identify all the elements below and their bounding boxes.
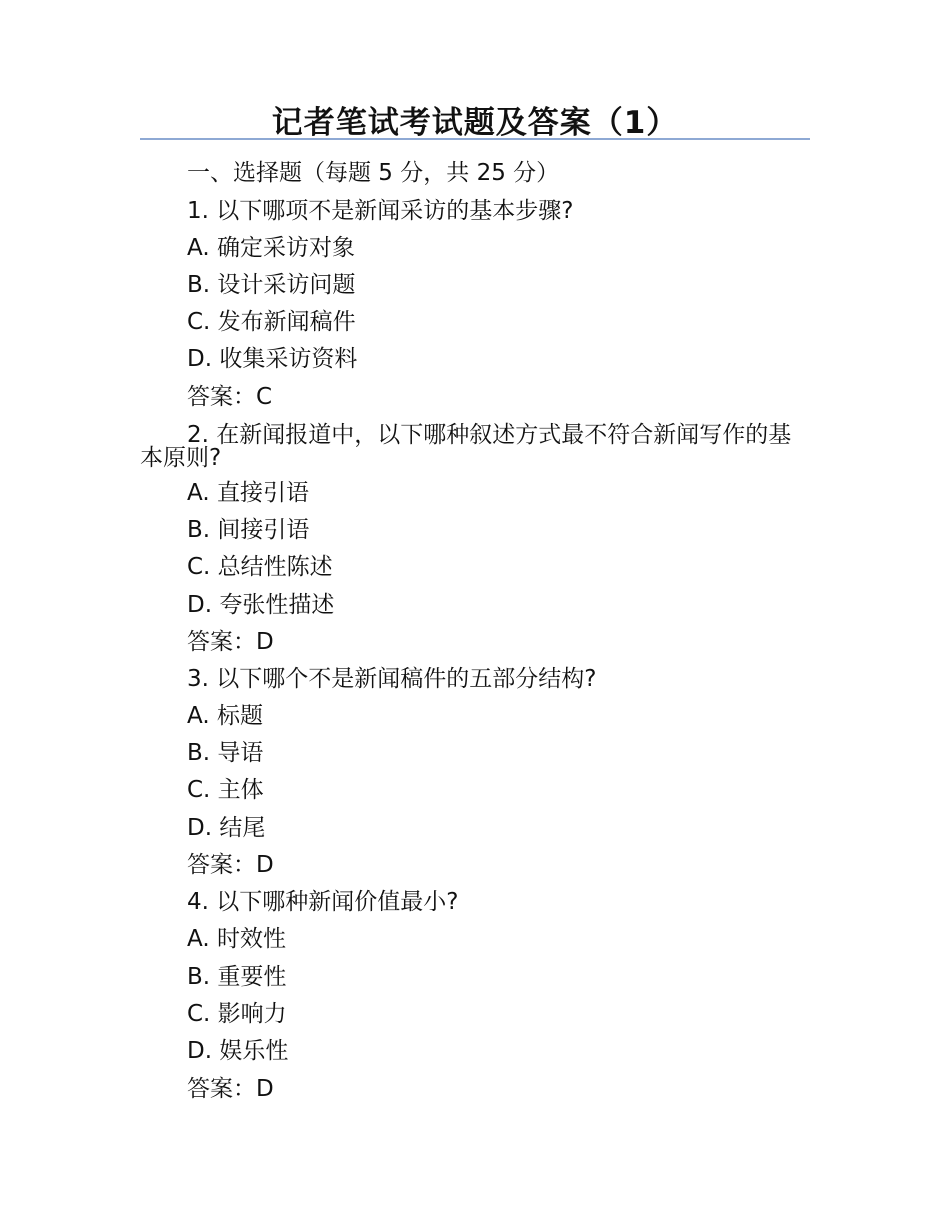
question-2-option-c: C. 总结性陈述 — [187, 554, 333, 580]
question-3-answer: 答案：D — [187, 852, 274, 878]
question-3-option-c: C. 主体 — [187, 777, 264, 803]
question-4-option-a: A. 时效性 — [187, 926, 286, 952]
question-4-option-b: B. 重要性 — [187, 964, 287, 990]
question-3-option-d: D. 结尾 — [187, 815, 266, 841]
question-2-option-a: A. 直接引语 — [187, 480, 309, 506]
section-heading: 一、选择题（每题 5 分，共 25 分） — [187, 160, 560, 186]
document-title: 记者笔试考试题及答案（1） — [271, 105, 679, 141]
question-1-option-c: C. 发布新闻稿件 — [187, 309, 356, 335]
question-2-answer: 答案：D — [187, 629, 274, 655]
question-2-option-d: D. 夸张性描述 — [187, 592, 335, 618]
question-3-option-b: B. 导语 — [187, 740, 264, 766]
question-4-option-c: C. 影响力 — [187, 1001, 287, 1027]
question-3-option-a: A. 标题 — [187, 703, 263, 729]
question-1-answer: 答案：C — [187, 384, 273, 410]
question-4: 4. 以下哪种新闻价值最小? — [187, 889, 459, 915]
question-1: 1. 以下哪项不是新闻采访的基本步骤? — [187, 198, 574, 224]
question-4-option-d: D. 娱乐性 — [187, 1038, 289, 1064]
title-underline — [140, 138, 810, 140]
question-1-option-b: B. 设计采访问题 — [187, 272, 356, 298]
question-2-option-b: B. 间接引语 — [187, 517, 310, 543]
question-1-option-a: A. 确定采访对象 — [187, 235, 355, 261]
question-4-answer: 答案：D — [187, 1076, 274, 1102]
question-1-option-d: D. 收集采访资料 — [187, 346, 358, 372]
question-3: 3. 以下哪个不是新闻稿件的五部分结构? — [187, 666, 597, 692]
question-2: 2. 在新闻报道中，以下哪种叙述方式最不符合新闻写作的基本原则? — [140, 422, 792, 471]
